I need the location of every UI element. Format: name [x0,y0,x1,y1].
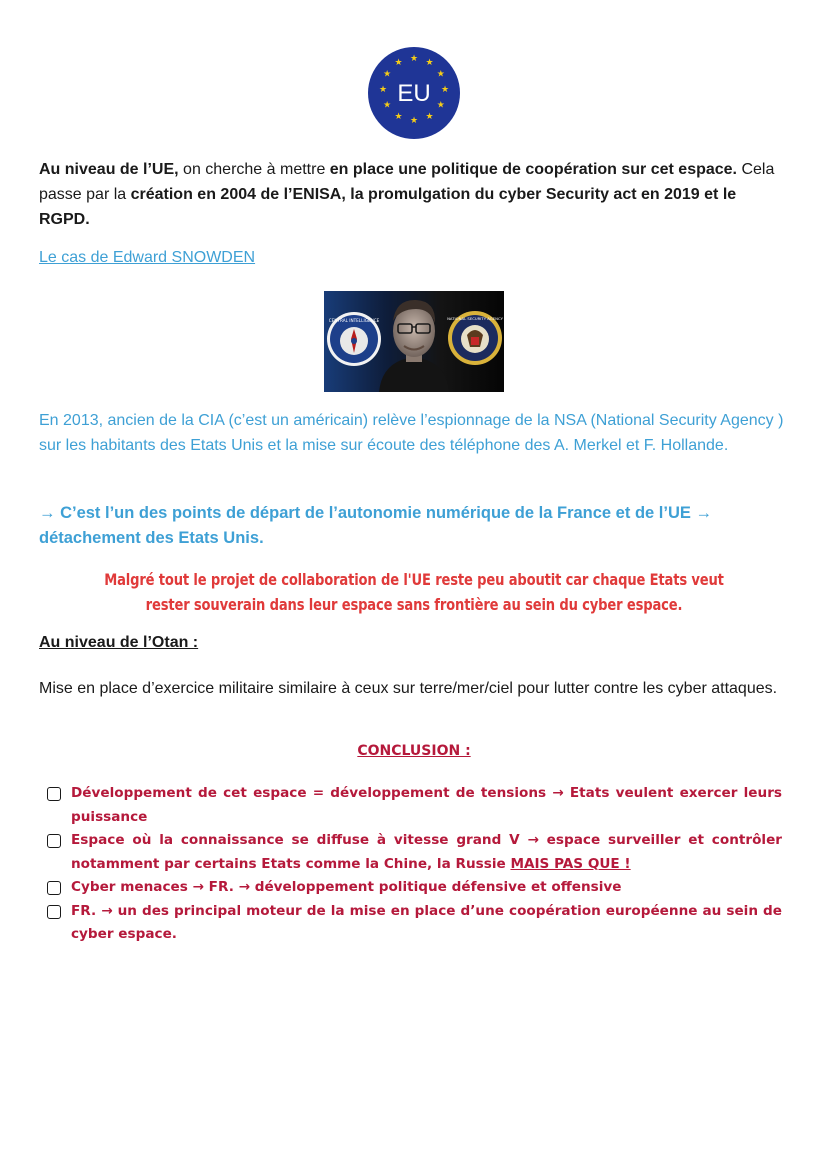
svg-text:★: ★ [383,69,392,80]
checklist-item [47,876,782,900]
starting-point-paragraph: → C’est l’un des points de départ de l’autonomie numérique de la France et de l’UE → détachement des Etats Unis. [39,504,712,547]
svg-text:★: ★ [436,69,445,80]
checkbox[interactable] [47,881,61,895]
svg-text:★: ★ [394,58,403,69]
checkbox[interactable] [47,787,61,801]
svg-text:★: ★ [383,100,392,111]
svg-text:★: ★ [409,54,419,64]
eu-logo-text: EU [397,80,431,107]
otan-paragraph: Mise en place d’exercice militaire similaire à ceux sur terre/mer/ciel pour lutter contre les cyber attaques. [39,680,778,697]
svg-text:★: ★ [440,85,450,95]
checklist-item-text: Cyber menaces → FR. → développement politique défensive et offensive [71,879,622,895]
nsa-seal-text: NATIONAL SECURITY AGENCY [447,316,503,321]
svg-text:★: ★ [409,116,419,126]
intro-bold-1: Au niveau de l’UE, [39,161,179,178]
conclusion-checklist [47,782,782,947]
warning-paragraph: Malgré tout le projet de collaboration de l'UE reste peu aboutit car chaque Etats veut rester souverain dans leur espace sans frontière au sein du cyber espace. [104,570,724,614]
intro-bold-3: en place une politique de coopération sur cet espace. [329,161,737,178]
checklist-item-text: Développement de cet espace = développement de tensions → Etats veulent exercer leurs puissance [71,785,782,825]
snowden-link[interactable]: Le cas de Edward SNOWDEN [39,249,256,266]
checklist-item [47,900,782,947]
checklist-item-text: Espace où la connaissance se diffuse à vitesse grand V → espace surveiller et contrôler notamment par certains Etats comme la Chine, la Russie [71,832,782,872]
checkbox[interactable] [47,834,61,848]
otan-heading: Au niveau de l’Otan : [39,634,199,651]
intro-text-4: Cela passe par la [39,161,775,203]
svg-text:★: ★ [436,100,445,111]
svg-text:★: ★ [425,111,434,122]
svg-text:★: ★ [425,58,434,69]
intro-bold-5: création en 2004 de l’ENISA, la promulgation du cyber Security act en 2019 et le RGPD. [39,186,737,228]
cia-seal-text: CENTRAL INTELLIGENCE [328,318,380,323]
intro-text-2: on cherche à mettre [178,161,330,178]
svg-text:★: ★ [394,111,403,122]
snowden-photo [324,291,504,392]
eu-intro-paragraph [39,157,791,232]
checklist-item-emphasis: MAIS PAS QUE ! [510,855,631,872]
checkbox[interactable] [47,905,61,919]
checklist-item-text: FR. → un des principal moteur de la mise en place d’une coopération européenne au sein de cyber espace. [71,902,782,942]
snowden-paragraph: En 2013, ancien de la CIA (c’est un américain) relève l’espionnage de la NSA (National Security Agency ) sur les habitants des Etats Unis et la mise sur écoute des téléphone des A. Merkel et F. Hollande. [39,412,784,454]
eu-flag-logo [368,47,460,139]
svg-text:★: ★ [378,85,388,95]
checklist-item [47,829,782,876]
cia-seal [327,312,381,366]
checklist-item [47,782,782,829]
conclusion-heading: CONCLUSION : [357,743,471,759]
